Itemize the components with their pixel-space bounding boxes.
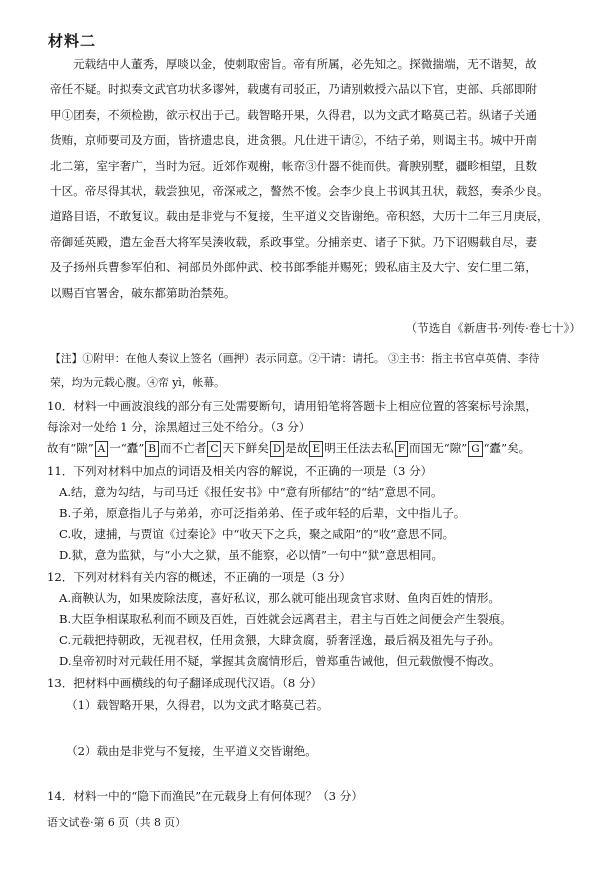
question-10 [47, 396, 595, 459]
sub-question-1: （1）载智略开果，久得君，以为文武才略莫己若。 [66, 698, 329, 712]
note-line: 【注】①附甲：在他人奏议上签名（画押）表示同意。②干请：请托。 ③主书：指主书官卓英倩、李待 [50, 352, 540, 365]
break-marker-c[interactable]: C [207, 441, 221, 457]
segment-text: “蠹”矣。 [483, 441, 531, 455]
classical-passage [50, 52, 590, 306]
segment-text: 是故 [285, 441, 309, 455]
question-14 [47, 786, 595, 807]
sub-question-2: （2）载由是非党与不复接，生平道义交皆谢绝。 [66, 744, 317, 758]
passage-line: 甲①团奏，不须检勘，欲示权出于己。载智略开果，久得君，以为文武才略莫己若。纵诸子关通 [50, 107, 537, 122]
break-marker-g[interactable]: G [468, 441, 482, 457]
segment-text: 而不亡者 [160, 441, 207, 455]
question-stem: 13．把材料中画横线的句子翻译成现代汉语。（8 分） [47, 676, 323, 690]
break-marker-e[interactable]: E [309, 441, 323, 457]
option-a[interactable]: A.结，意为勾结，与司马迁《报任安书》中“意有所郁结”的“结”意思不同。 [59, 485, 443, 499]
break-marker-a[interactable]: A [95, 441, 109, 457]
option-b[interactable]: B.大臣争相谋取私利而不顾及百姓，百姓就会远离君主，君主与百姓之间便会产生裂痕。 [59, 612, 512, 626]
segment-text: 故有“隙” [47, 441, 94, 455]
segment-text: 天下鲜矣 [222, 441, 269, 455]
passage-line: 道路目语，不敢复议。载由是非党与不复接，生平道义交皆谢绝。帝积怒，大历十二年三月庚辰， [50, 209, 549, 224]
question-stem: 10．材料一中画波浪线的部分有三处需要断句，请用铅笔将答题卡上相应位置的答案标号涂黑， [47, 399, 538, 413]
annotation-note [50, 347, 590, 395]
segment-text: 一“蠹” [109, 441, 145, 455]
option-d[interactable]: D.皇帝初时对元载任用不疑，掌握其贪腐情形后，曾郑重告诫他，但元载傲慢不悔改。 [59, 654, 501, 668]
passage-line: 十区。帝尽得其状，载尝独见，帝深戒之，謷然不悛。会李少良上书讽其丑状，载怒，奏杀少良。 [50, 183, 549, 198]
break-marker-b[interactable]: B [145, 441, 159, 457]
option-a[interactable]: A.商鞅认为，如果废除法度，喜好私议，那么就可能出现贪官求财、鱼肉百姓的情形。 [59, 591, 501, 605]
option-c[interactable]: C.元载把持朝政，无视君权，任用贪猥，大肆贪腐，骄奢淫逸，最后祸及祖先与子孙。 [59, 633, 501, 647]
page-footer: 语文试卷·第 6 页（共 8 页） [47, 816, 186, 829]
passage-line: 北二第，室宇奢广，当时为冠。近郊作观榭，帐帟③什器不徙而供。膏腴别墅，疆畛相望，且数 [50, 158, 537, 173]
segment-text: 明王任法去私 [324, 441, 394, 455]
segment-text: 而国无“隙” [409, 441, 468, 455]
question-stem: 12．下列对材料有关内容的概述，不正确的一项是（3 分） [47, 570, 352, 584]
option-c[interactable]: C.收，逮捕，与贾谊《过秦论》中“收天下之兵，聚之咸阳”的“收”意思不同。 [59, 527, 455, 541]
punctuation-sentence [47, 438, 595, 459]
question-12 [47, 567, 595, 672]
passage-line: 及子扬州兵曹参军伯和、祠部员外郎仲武、校书郎季能并赐死；毁私庙主及大宁、安仁里二第， [50, 260, 537, 275]
note-line: 荣，均为元载心腹。④帟 yì，帐幕。 [50, 376, 225, 389]
break-marker-f[interactable]: F [395, 441, 408, 457]
option-b[interactable]: B.子弟，原意指儿子与弟弟，亦可泛指弟弟、侄子或年轻的后辈，文中指儿子。 [59, 506, 466, 520]
passage-line: 货贿，京师要司及方面，皆挤遗忠良，进贪猥。凡仕进干请②，不结子弟，则谒主书。城中开南 [50, 133, 537, 148]
passage-line: 帝任不疑。时拟奏文武官功状多谬舛，载虞有司驳正，乃请别敕授六品以下官，吏部、兵部即附 [50, 82, 537, 97]
section-heading: 材料二 [48, 32, 97, 50]
passage-line: 元载结中人董秀，厚啖以金，使刺取密旨。帝有所属，必先知之。探微揣端，无不谐契，故 [73, 57, 537, 71]
question-stem: 每涂对一处给 1 分，涂黑超过三处不给分。（3 分） [47, 420, 311, 434]
passage-line: 帝御延英殿，遣左金吾大将军吴湊收载，系政事堂。分捕亲吏、诸子下狱。乃下诏赐载自尽，妻 [50, 234, 537, 249]
break-marker-d[interactable]: D [270, 441, 284, 457]
option-d[interactable]: D.狱，意为监狱，与“小大之狱，虽不能察，必以情”一句中“狱”意思相同。 [59, 548, 444, 562]
question-11 [47, 461, 595, 566]
question-stem: 11．下列对材料中加点的词语及相关内容的解说，不正确的一项是（3 分） [47, 464, 433, 478]
passage-line: 以赐百官署舍，破东都第助治禁苑。 [50, 285, 236, 300]
question-stem: 14．材料一中的“隐下而渔民”在元载身上有何体现？（3 分） [47, 789, 363, 803]
question-13 [47, 673, 595, 694]
passage-source: （节选自《新唐书·列传·卷七十》） [405, 321, 581, 335]
